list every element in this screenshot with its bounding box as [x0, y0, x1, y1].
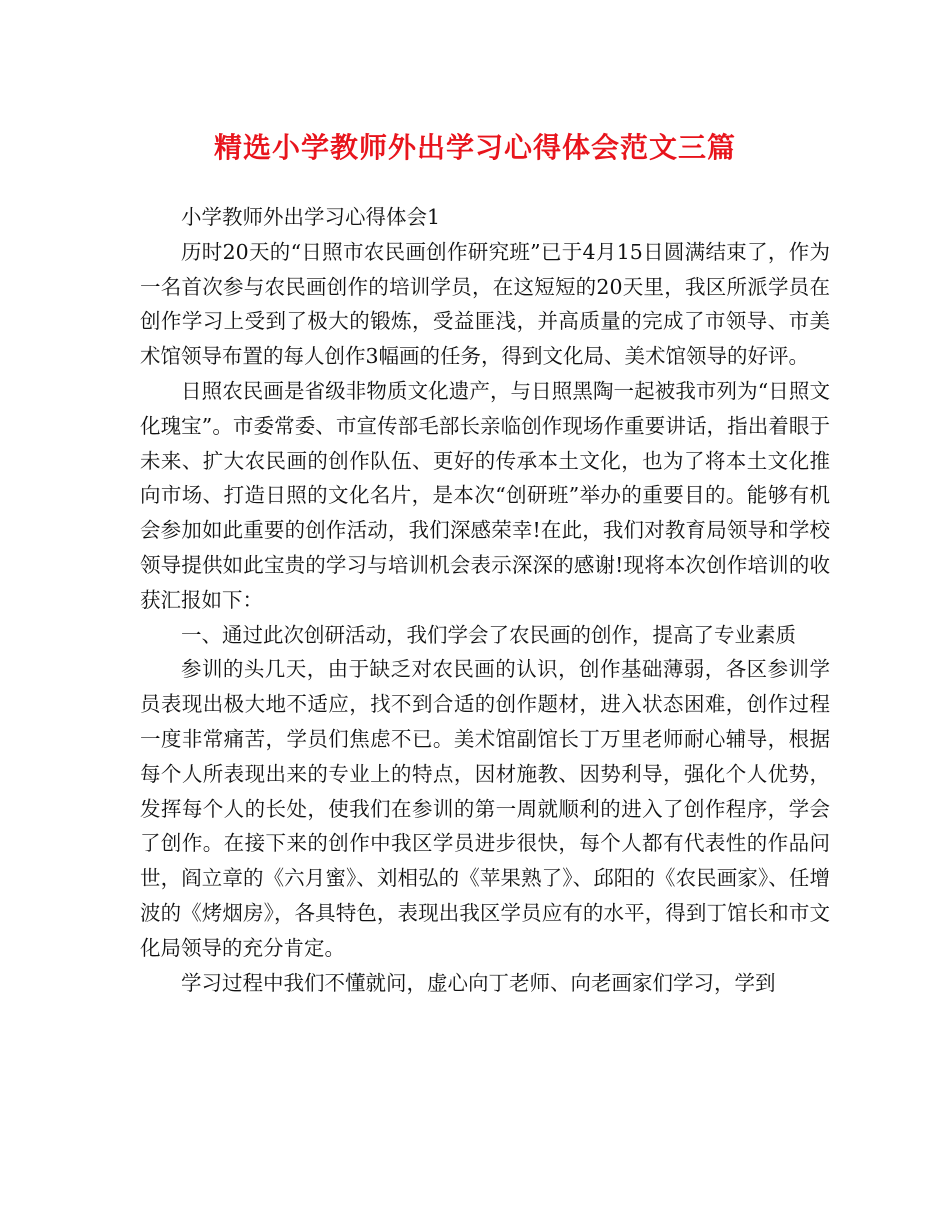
paragraph-background: 日照农民画是省级非物质文化遗产，与日照黑陶一起被我市列为“日照文化瑰宝”。市委常委、市宣传部毛部长亲临创作现场作重要讲话，指出着眼于未来、扩大农民画的创作队伍、更好的传承本土文化，也为了将本土文化推向市场、打造日照的文化名片，是本次“创研班”举办的重要目的。能够有机会参加如此重要的创作活动，我们深感荣幸!在此，我们对教育局领导和学校领导提供如此宝贵的学习与培训机会表示深深的感谢!现将本次创作培训的收获汇报如下：: [140, 378, 830, 612]
section-heading-1: 小学教师外出学习心得体会1: [181, 205, 441, 229]
document-title: 精选小学教师外出学习心得体会范文三篇: [213, 131, 736, 164]
paragraph-intro: 历时20天的“日照市农民画创作研究班”已于4月15日圆满结束了，作为一名首次参与农民画创作的培训学员，在这短短的20天里，我区所派学员在创作学习上受到了极大的锻炼，受益匪浅，并高质量的完成了市领导、市美术馆领导布置的每人创作3幅画的任务，得到文化局、美术馆领导的好评。: [140, 239, 830, 369]
paragraph-learning: 学习过程中我们不懂就问，虚心向丁老师、向老画家们学习，学到: [181, 970, 776, 995]
paragraph-training: 参训的头几天，由于缺乏对农民画的认识，创作基础薄弱，各区参训学员表现出极大地不适应，找不到合适的创作题材，进入状态困难，创作过程一度非常痛苦，学员们焦虑不已。美术馆副馆长丁万里老师耐心辅导，根据每个人所表现出来的专业上的特点，因材施教、因势利导，强化个人优势，发挥每个人的长处，使我们在参训的第一周就顺利的进入了创作程序，学会了创作。在接下来的创作中我区学员进步很快，每个人都有代表性的作品问世，阎立章的《六月蜜》、刘相弘的《苹果熟了》、邱阳的《农民画家》、任增波的《烤烟房》，各具特色，表现出我区学员应有的水平，得到丁馆长和市文化局领导的充分肯定。: [140, 657, 830, 960]
point-one-heading: 一、通过此次创研活动，我们学会了农民画的创作，提高了专业素质: [181, 622, 796, 647]
document-body: [140, 200, 830, 1000]
